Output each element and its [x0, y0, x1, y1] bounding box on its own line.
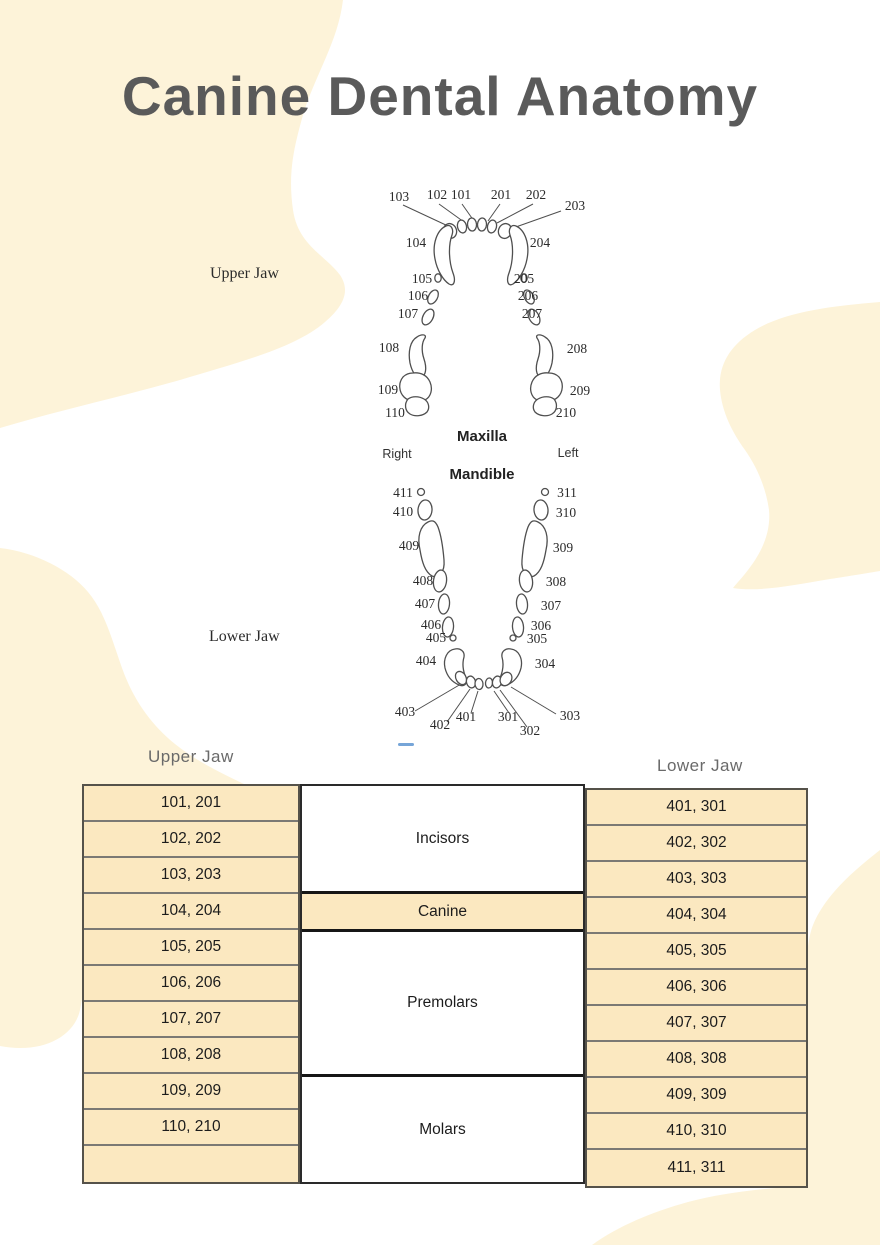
tooth-label-202: 202	[525, 187, 547, 202]
tooth-label-401: 401	[455, 709, 477, 724]
tooth-label-109: 109	[377, 382, 399, 397]
tooth-407-shape	[438, 594, 451, 615]
tooth-label-107: 107	[397, 306, 419, 321]
tooth-101-shape	[467, 218, 477, 232]
tooth-category-column	[300, 784, 585, 1184]
table-row: 102, 202	[84, 822, 298, 858]
tooth-label-311: 311	[557, 485, 577, 500]
lower-jaw-table-header: Lower Jaw	[657, 756, 743, 775]
blob-right-middle	[720, 302, 880, 589]
table-row: 101, 201	[84, 786, 298, 822]
tooth-label-306: 306	[530, 618, 552, 633]
tooth-label-406: 406	[420, 617, 442, 632]
tooth-409-shape	[419, 521, 444, 577]
tooth-label-403: 403	[394, 704, 416, 719]
tooth-label-304: 304	[534, 656, 556, 671]
tooth-label-302: 302	[519, 723, 541, 738]
table-row: 107, 207	[84, 1002, 298, 1038]
tooth-210-shape	[533, 397, 556, 416]
tooth-102-shape	[456, 219, 468, 234]
tooth-label-405: 405	[425, 630, 447, 645]
upper-jaw-table-header: Upper Jaw	[148, 747, 234, 766]
lower-teeth-labels	[393, 485, 581, 738]
tooth-401-shape	[475, 678, 484, 690]
diagram-upper-jaw-label: Upper Jaw	[210, 265, 279, 282]
tooth-label-301: 301	[497, 709, 519, 724]
tooth-label-309: 309	[552, 540, 574, 555]
table-row: 411, 311	[587, 1150, 806, 1186]
tooth-110-shape	[406, 397, 429, 416]
category-cell-incisors: Incisors	[302, 786, 583, 894]
tooth-label-204: 204	[529, 235, 551, 250]
blue-dash-mark	[398, 743, 414, 746]
tooth-201-shape	[477, 218, 487, 232]
category-cell-premolars: Premolars	[302, 932, 583, 1077]
tooth-306-shape	[512, 617, 525, 638]
table-row: 403, 303	[587, 862, 806, 898]
tooth-label-404: 404	[415, 653, 437, 668]
tooth-label-407: 407	[414, 596, 436, 611]
tooth-208-shape	[536, 335, 552, 377]
table-row: 106, 206	[84, 966, 298, 1002]
category-cell-canine: Canine	[302, 894, 583, 932]
right-side-label: Right	[382, 447, 412, 461]
tooth-202-shape	[486, 219, 498, 234]
table-row: 408, 308	[587, 1042, 806, 1078]
table-row: 401, 301	[587, 790, 806, 826]
tooth-105-shape	[435, 274, 441, 282]
tooth-label-303: 303	[559, 708, 581, 723]
diagram-lower-jaw-label: Lower Jaw	[209, 628, 280, 645]
tooth-label-206: 206	[517, 288, 539, 303]
tooth-label-103: 103	[388, 189, 410, 204]
tooth-label-308: 308	[545, 574, 567, 589]
table-row-empty	[84, 1146, 298, 1182]
tooth-label-105: 105	[411, 271, 433, 286]
mandible-label: Mandible	[449, 466, 515, 483]
tooth-label-207: 207	[521, 306, 543, 321]
lower-jaw-column	[585, 788, 808, 1188]
dental-diagram	[180, 175, 640, 750]
tooth-label-104: 104	[405, 235, 427, 250]
table-row: 103, 203	[84, 858, 298, 894]
tooth-label-110: 110	[385, 405, 405, 420]
table-row: 406, 306	[587, 970, 806, 1006]
tooth-label-409: 409	[398, 538, 420, 553]
tooth-107-shape	[420, 307, 437, 327]
tooth-label-410: 410	[392, 504, 414, 519]
tooth-310-shape	[533, 499, 549, 520]
tooth-305-shape	[510, 635, 516, 641]
tooth-label-408: 408	[412, 573, 434, 588]
tooth-label-209: 209	[569, 383, 591, 398]
table-row: 409, 309	[587, 1078, 806, 1114]
tooth-309-shape	[522, 521, 547, 577]
table-row: 105, 205	[84, 930, 298, 966]
tooth-108-shape	[409, 335, 425, 377]
table-row: 410, 310	[587, 1114, 806, 1150]
tooth-label-305: 305	[526, 631, 548, 646]
tooth-405-shape	[450, 635, 456, 641]
left-side-label: Left	[557, 446, 579, 460]
tooth-label-106: 106	[407, 288, 429, 303]
table-row: 404, 304	[587, 898, 806, 934]
table-row: 109, 209	[84, 1074, 298, 1110]
tooth-411-shape	[418, 489, 425, 496]
tooth-label-201: 201	[490, 187, 512, 202]
tooth-311-shape	[542, 489, 549, 496]
tooth-label-101: 101	[450, 187, 472, 202]
tooth-label-108: 108	[378, 340, 400, 355]
table-row: 104, 204	[84, 894, 298, 930]
tooth-label-102: 102	[426, 187, 448, 202]
table-row: 405, 305	[587, 934, 806, 970]
category-cell-molars: Molars	[302, 1077, 583, 1182]
upper-jaw-column	[82, 784, 300, 1184]
maxilla-label: Maxilla	[456, 428, 508, 445]
page-title: Canine Dental Anatomy	[121, 65, 759, 127]
tooth-label-210: 210	[555, 405, 577, 420]
tooth-label-208: 208	[566, 341, 588, 356]
table-row: 402, 302	[587, 826, 806, 862]
tooth-label-310: 310	[555, 505, 577, 520]
lower-teeth-outlines	[414, 489, 549, 690]
tooth-label-307: 307	[540, 598, 562, 613]
tooth-label-203: 203	[564, 198, 586, 213]
tooth-label-205: 205	[513, 271, 535, 286]
tooth-label-411: 411	[393, 485, 413, 500]
table-row: 108, 208	[84, 1038, 298, 1074]
tooth-410-shape	[417, 499, 433, 520]
tooth-307-shape	[516, 594, 529, 615]
table-row: 110, 210	[84, 1110, 298, 1146]
table-row: 407, 307	[587, 1006, 806, 1042]
tooth-label-402: 402	[429, 717, 451, 732]
